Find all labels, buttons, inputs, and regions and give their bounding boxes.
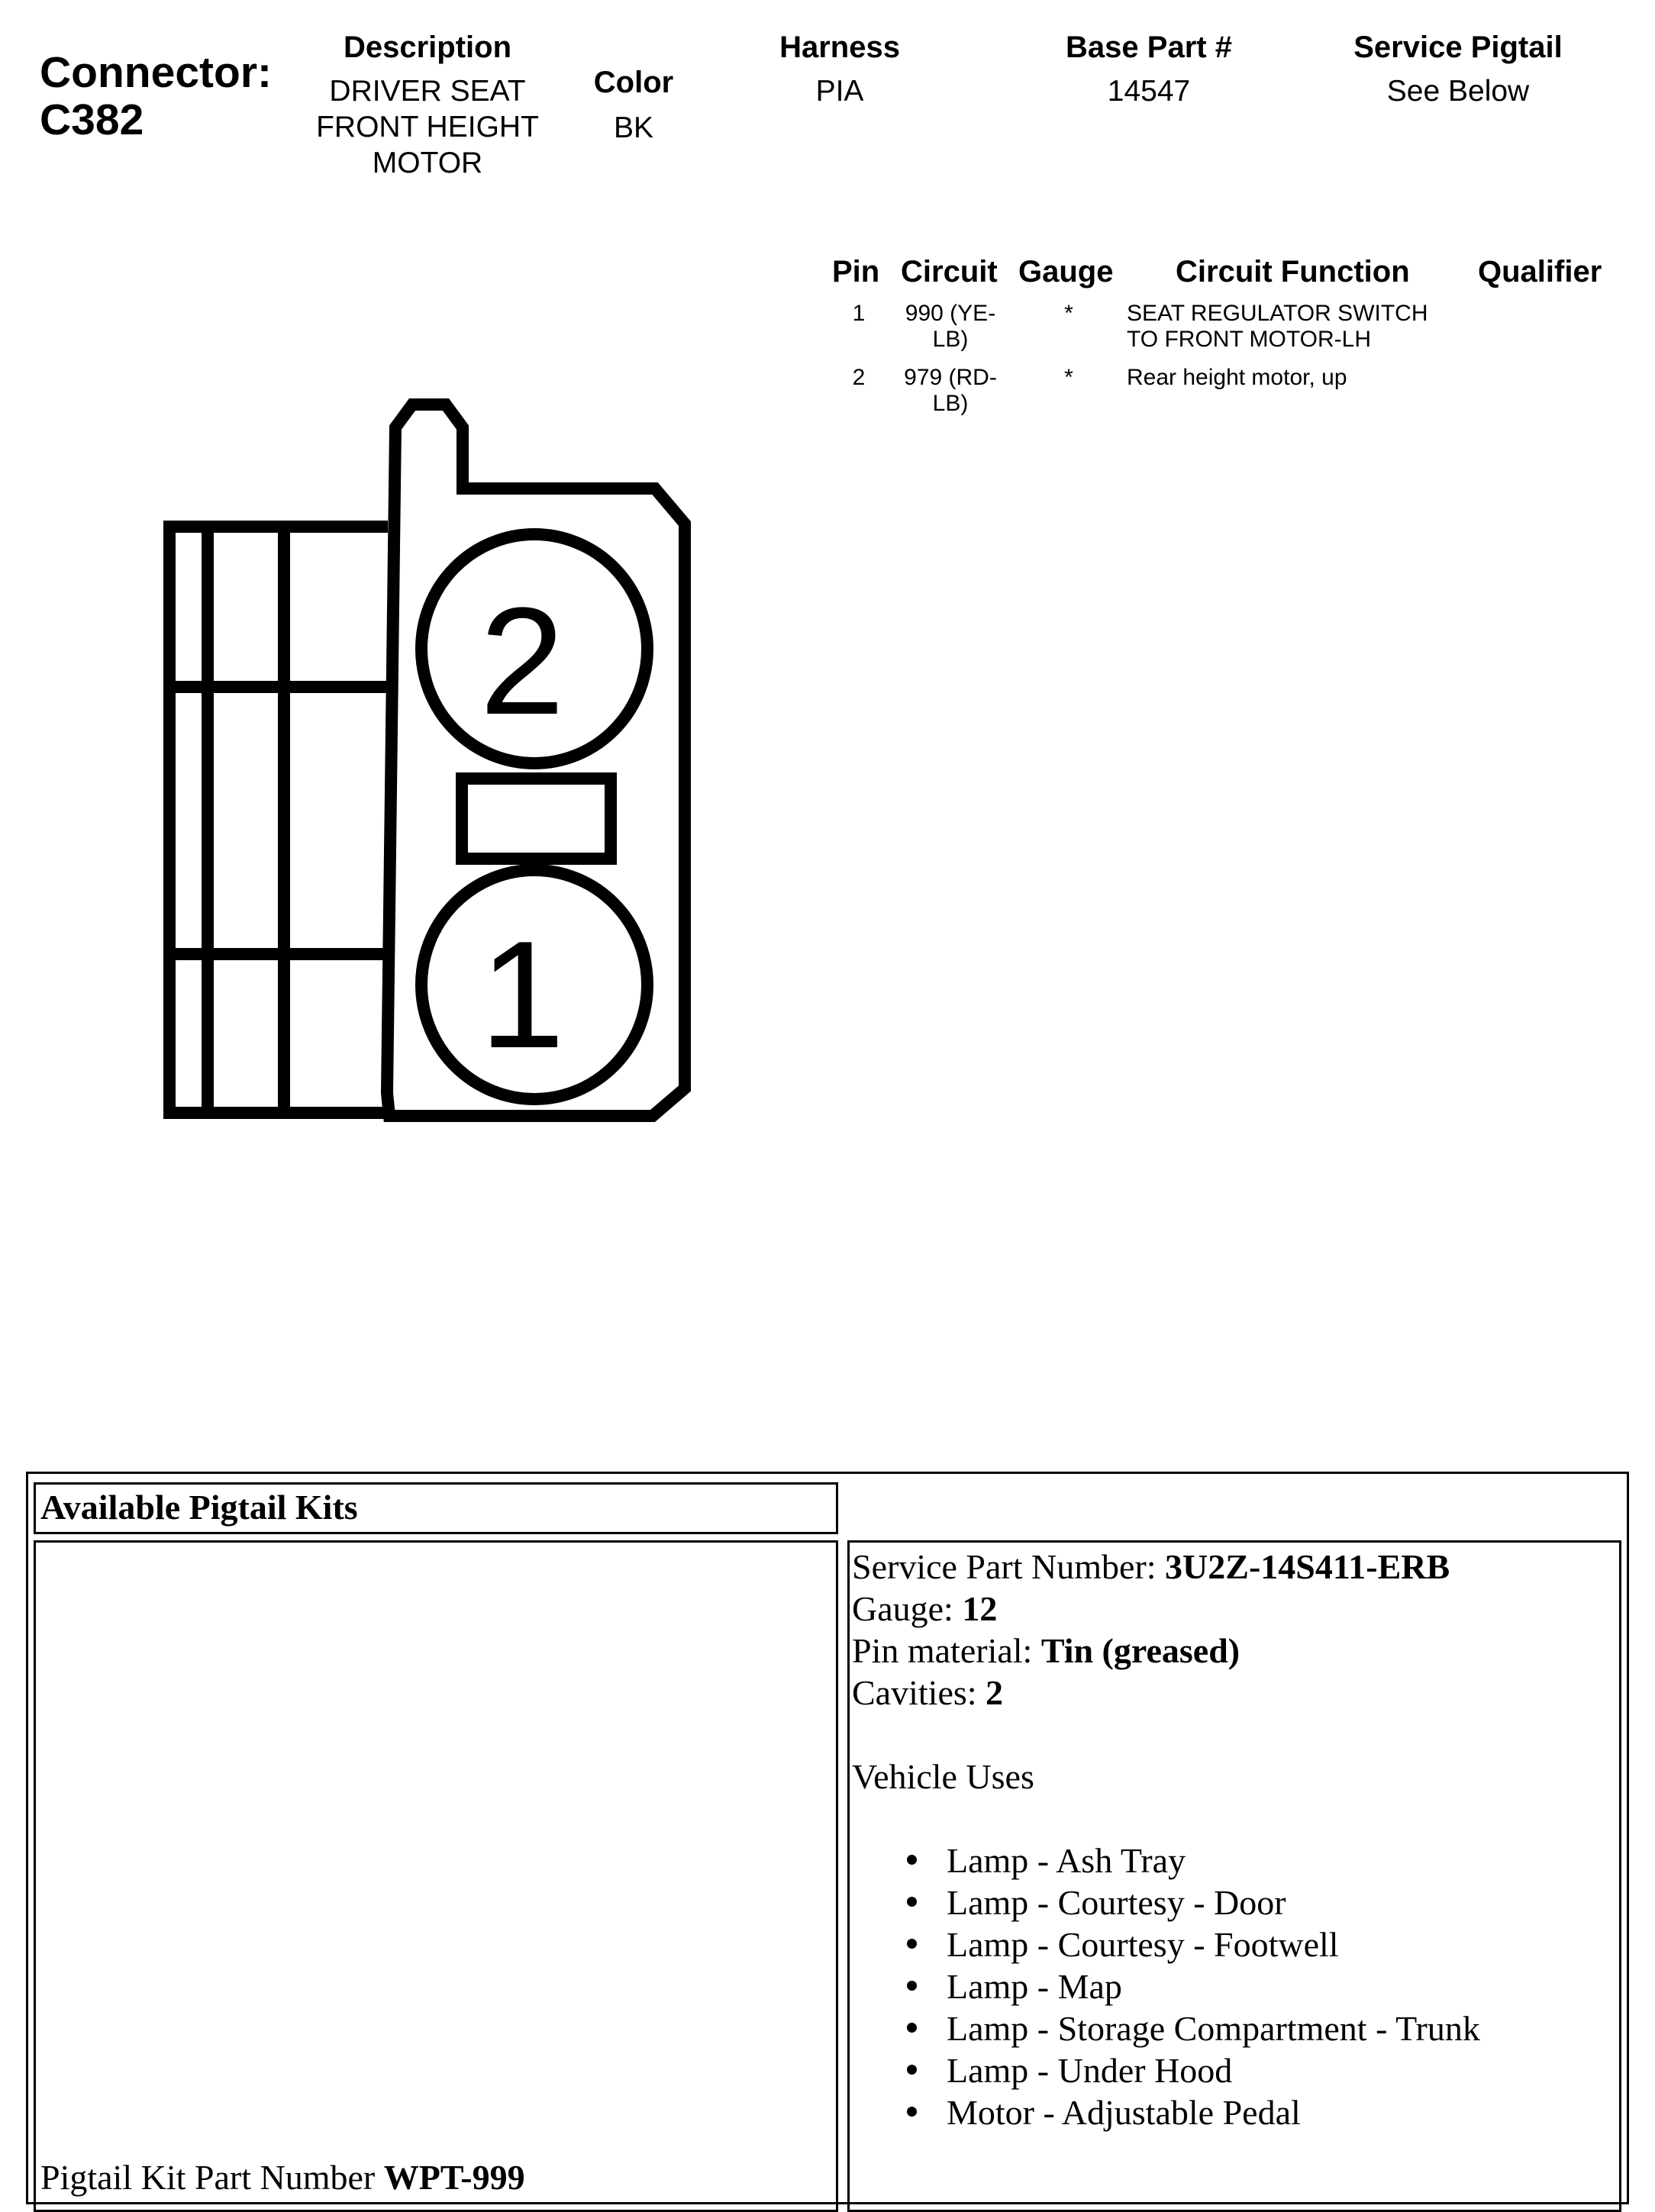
- cavity-1-label: 1: [479, 910, 565, 1080]
- pin-header: Pin: [832, 255, 880, 289]
- bullet-icon: [907, 2023, 917, 2033]
- gauge-header: Gauge: [1018, 255, 1114, 289]
- harness-value: PIA: [815, 75, 864, 108]
- pin-2-number: 2: [852, 365, 866, 390]
- header-base-part: Base Part #: [1066, 31, 1232, 64]
- service-pigtail-value: See Below: [1386, 75, 1530, 108]
- service-part-line: Service Part Number: 3U2Z-14S411-ERB: [852, 1547, 1450, 1586]
- qualifier-header: Qualifier: [1478, 255, 1602, 289]
- header-service-pigtail: Service Pigtail: [1353, 31, 1563, 64]
- description-value: DRIVER SEAT FRONT HEIGHT MOTOR: [316, 75, 539, 179]
- gauge-line: Gauge: 12: [852, 1589, 998, 1628]
- pigtail-image-cell: [34, 1540, 838, 2212]
- pigtail-title-cell: [34, 1482, 838, 1534]
- pin-2-circuit: 979 (RD- LB): [904, 365, 997, 416]
- pin-material-line: Pin material: Tin (greased): [852, 1631, 1240, 1670]
- pin-2-function: Rear height motor, up: [1127, 365, 1347, 390]
- list-item: Lamp - Storage Compartment - Trunk: [947, 2007, 1616, 2049]
- cavity-2-label: 2: [479, 576, 565, 746]
- header-harness: Harness: [779, 31, 900, 64]
- bullet-icon: [907, 1855, 917, 1865]
- list-item: Lamp - Map: [947, 1965, 1616, 2007]
- list-item: Lamp - Under Hood: [947, 2049, 1616, 2091]
- pigtail-kit-number: WPT-999: [383, 2158, 525, 2197]
- connector-id: C382: [40, 95, 144, 144]
- pigtail-info: [852, 1546, 1616, 2133]
- header-description: Description: [343, 31, 512, 64]
- pin-1-circuit: 990 (YE- LB): [905, 301, 996, 352]
- cavities-line: Cavities: 2: [852, 1673, 1004, 1712]
- bullet-icon: [907, 1897, 917, 1907]
- base-part-value: 14547: [1107, 75, 1191, 108]
- cavity-bridge: [462, 779, 611, 859]
- pin-1-gauge: *: [1064, 301, 1073, 326]
- list-item: Lamp - Courtesy - Door: [947, 1881, 1616, 1923]
- pigtail-title: Available Pigtail Kits: [40, 1488, 358, 1527]
- list-item: Motor - Adjustable Pedal: [947, 2091, 1616, 2133]
- bullet-icon: [907, 2107, 917, 2117]
- list-item: Lamp - Courtesy - Footwell: [947, 1923, 1616, 1965]
- vehicle-uses-list: [947, 1840, 1616, 2133]
- bullet-icon: [907, 1981, 917, 1991]
- connector-label: Connector:: [40, 48, 272, 97]
- pigtail-info-cell: [847, 1540, 1621, 2212]
- header-color: Color: [593, 66, 674, 99]
- function-header: Circuit Function: [1176, 255, 1410, 289]
- pin-1-number: 1: [852, 301, 866, 326]
- list-item: Lamp - Ash Tray: [947, 1840, 1616, 1881]
- bullet-icon: [907, 2065, 917, 2075]
- pigtail-kit-part: Pigtail Kit Part Number WPT-999: [40, 2158, 525, 2197]
- vehicle-uses-label: Vehicle Uses: [852, 1757, 1034, 1796]
- pin-2-gauge: *: [1064, 365, 1073, 390]
- pin-1-function: SEAT REGULATOR SWITCH TO FRONT MOTOR-LH: [1127, 301, 1428, 352]
- bullet-icon: [907, 1939, 917, 1949]
- circuit-header: Circuit: [901, 255, 998, 289]
- color-value: BK: [613, 111, 654, 144]
